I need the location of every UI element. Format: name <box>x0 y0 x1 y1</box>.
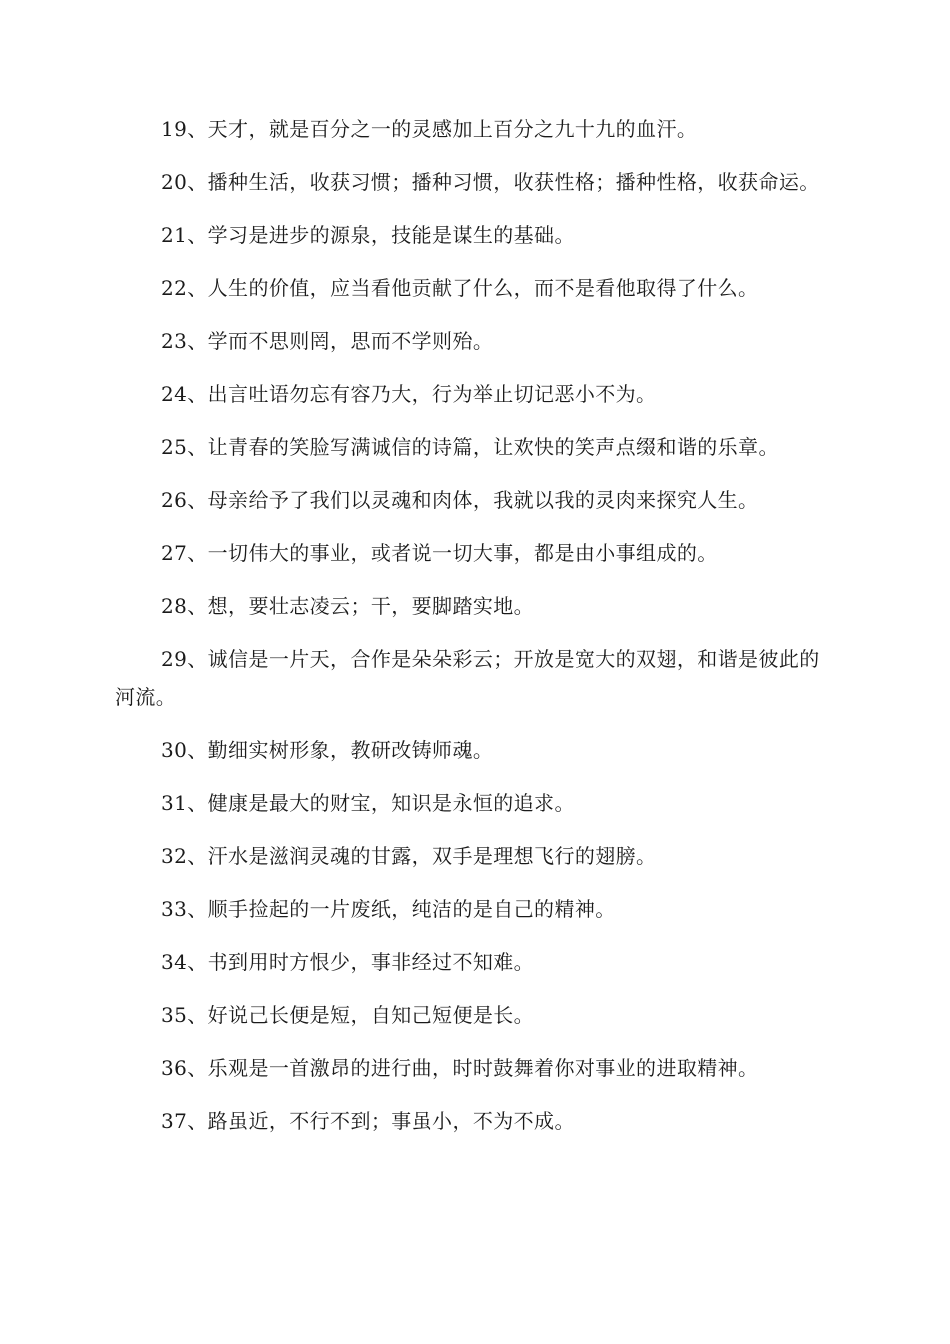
list-item: 25、让青春的笑脸写满诚信的诗篇，让欢快的笑声点缀和谐的乐章。 <box>161 435 779 459</box>
list-item: 31、健康是最大的财宝，知识是永恒的追求。 <box>161 791 575 815</box>
list-item: 21、学习是进步的源泉，技能是谋生的基础。 <box>161 223 575 247</box>
list-item: 23、学而不思则罔，思而不学则殆。 <box>161 329 494 353</box>
list-item: 35、好说己长便是短，自知己短便是长。 <box>161 1003 535 1027</box>
list-item: 33、顺手捡起的一片废纸，纯洁的是自己的精神。 <box>161 897 616 921</box>
list-item: 37、路虽近，不行不到；事虽小，不为不成。 <box>161 1109 575 1133</box>
list-item: 30、勤细实树形象，教研改铸师魂。 <box>161 738 494 762</box>
list-item: 28、想，要壮志凌云；干，要脚踏实地。 <box>161 594 535 618</box>
list-item: 36、乐观是一首激昂的进行曲，时时鼓舞着你对事业的进取精神。 <box>161 1056 759 1080</box>
list-item: 20、播种生活，收获习惯；播种习惯，收获性格；播种性格，收获命运。 <box>161 170 820 194</box>
list-item: 22、人生的价值，应当看他贡献了什么，而不是看他取得了什么。 <box>161 276 759 300</box>
list-item: 24、出言吐语勿忘有容乃大，行为举止切记恶小不为。 <box>161 382 657 406</box>
list-item: 19、天才，就是百分之一的灵感加上百分之九十九的血汗。 <box>161 117 698 141</box>
list-item: 27、一切伟大的事业，或者说一切大事，都是由小事组成的。 <box>161 541 718 565</box>
document-body <box>115 110 835 1155</box>
list-item: 26、母亲给予了我们以灵魂和肉体，我就以我的灵肉来探究人生。 <box>161 488 759 512</box>
list-item: 32、汗水是滋润灵魂的甘露，双手是理想飞行的翅膀。 <box>161 844 657 868</box>
list-item: 34、书到用时方恨少，事非经过不知难。 <box>161 950 535 974</box>
list-item: 29、诚信是一片天，合作是朵朵彩云；开放是宽大的双翅，和谐是彼此的河流。 <box>115 647 820 709</box>
